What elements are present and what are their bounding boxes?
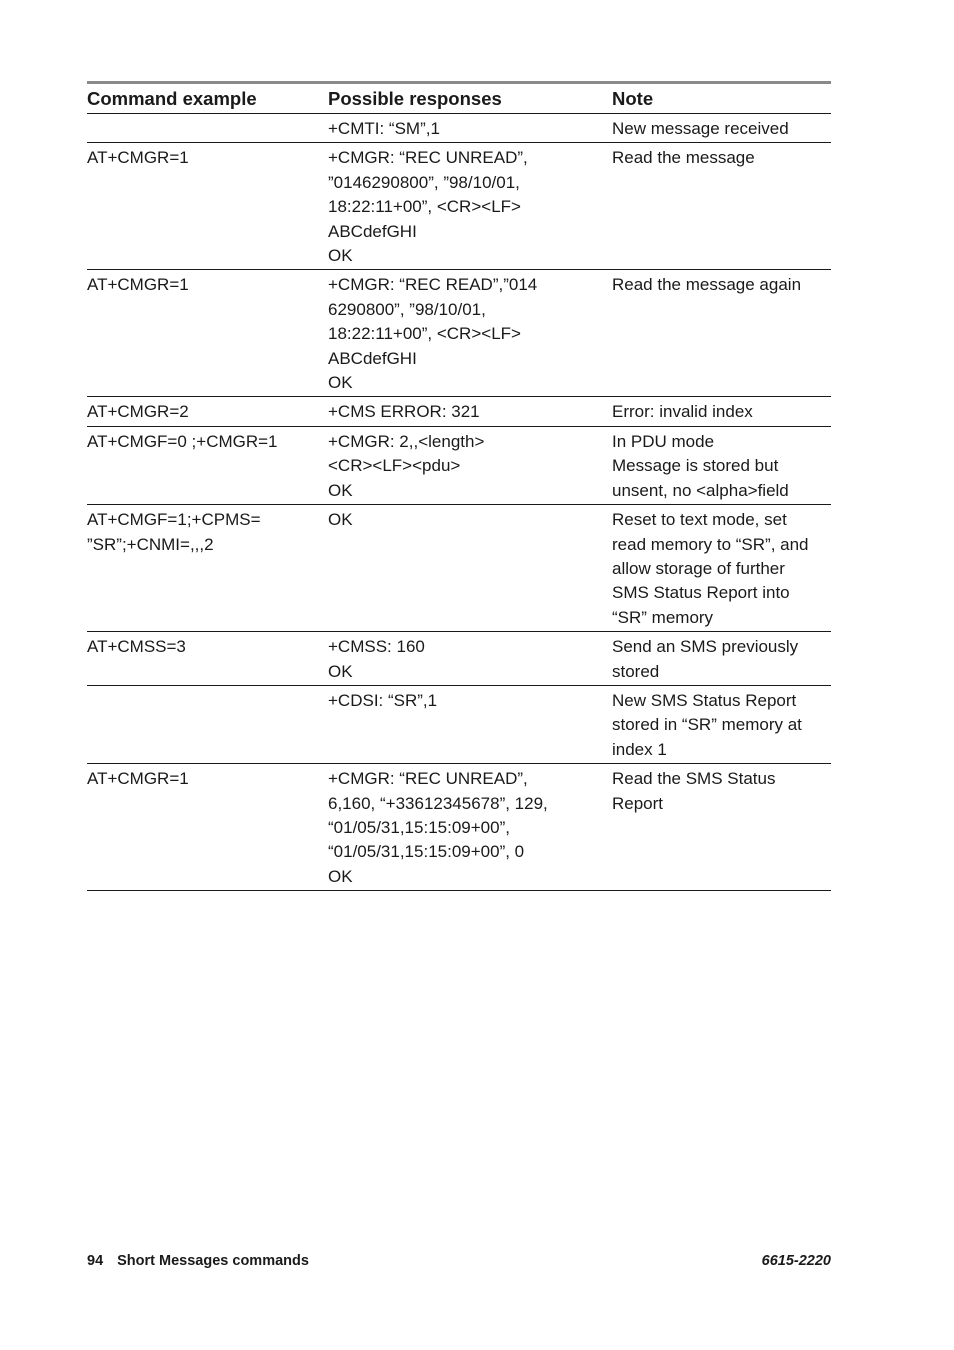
table-row (87, 632, 831, 686)
response-cell: +CMS ERROR: 321 (328, 397, 612, 426)
note-cell: In PDU mode Message is stored but unsent, no <alpha>field (612, 426, 831, 504)
command-cell: AT+CMGF=1;+CPMS= ”SR”;+CNMI=,,,2 (87, 505, 328, 632)
note-cell: New message received (612, 114, 831, 143)
section-title: Short Messages commands (117, 1253, 309, 1269)
table-row (87, 397, 831, 426)
note-cell: Send an SMS previously stored (612, 632, 831, 686)
command-cell (87, 685, 328, 763)
response-cell: +CMSS: 160 OK (328, 632, 612, 686)
response-cell: OK (328, 505, 612, 632)
command-cell: AT+CMGR=1 (87, 764, 328, 891)
note-cell: Reset to text mode, set read memory to “SR”, and allow storage of further SMS Status Report into “SR” memory (612, 505, 831, 632)
note-cell: Read the message (612, 143, 831, 270)
document-number: 6615-2220 (761, 1253, 831, 1269)
header-command-example: Command example (87, 84, 328, 114)
table-row (87, 685, 831, 763)
table-row (87, 426, 831, 504)
command-table (87, 84, 831, 891)
table-row (87, 764, 831, 891)
footer-left (87, 1251, 309, 1271)
command-cell: AT+CMGR=2 (87, 397, 328, 426)
response-cell: +CMGR: “REC UNREAD”, 6,160, “+33612345678”, 129, “01/05/31,15:15:09+00”, “01/05/31,15:15:09+00”, 0 OK (328, 764, 612, 891)
command-table-container (87, 81, 831, 891)
table-row (87, 270, 831, 397)
note-cell: Read the message again (612, 270, 831, 397)
response-cell: +CMGR: “REC READ”,”014 6290800”, ”98/10/01, 18:22:11+00”, <CR><LF> ABCdefGHI OK (328, 270, 612, 397)
response-cell: +CMGR: “REC UNREAD”, ”0146290800”, ”98/10/01, 18:22:11+00”, <CR><LF> ABCdefGHI OK (328, 143, 612, 270)
response-cell: +CDSI: “SR”,1 (328, 685, 612, 763)
command-cell: AT+CMSS=3 (87, 632, 328, 686)
table-row (87, 505, 831, 632)
note-cell: New SMS Status Report stored in “SR” memory at index 1 (612, 685, 831, 763)
command-cell: AT+CMGR=1 (87, 143, 328, 270)
response-cell: +CMGR: 2,,<length> <CR><LF><pdu> OK (328, 426, 612, 504)
command-cell: AT+CMGR=1 (87, 270, 328, 397)
command-cell: AT+CMGF=0 ;+CMGR=1 (87, 426, 328, 504)
header-possible-responses: Possible responses (328, 84, 612, 114)
table-header-row (87, 84, 831, 114)
table-row (87, 114, 831, 143)
note-cell: Error: invalid index (612, 397, 831, 426)
command-cell (87, 114, 328, 143)
note-cell: Read the SMS Status Report (612, 764, 831, 891)
header-note: Note (612, 84, 831, 114)
page-number: 94 (87, 1253, 104, 1269)
table-row (87, 143, 831, 270)
response-cell: +CMTI: “SM”,1 (328, 114, 612, 143)
